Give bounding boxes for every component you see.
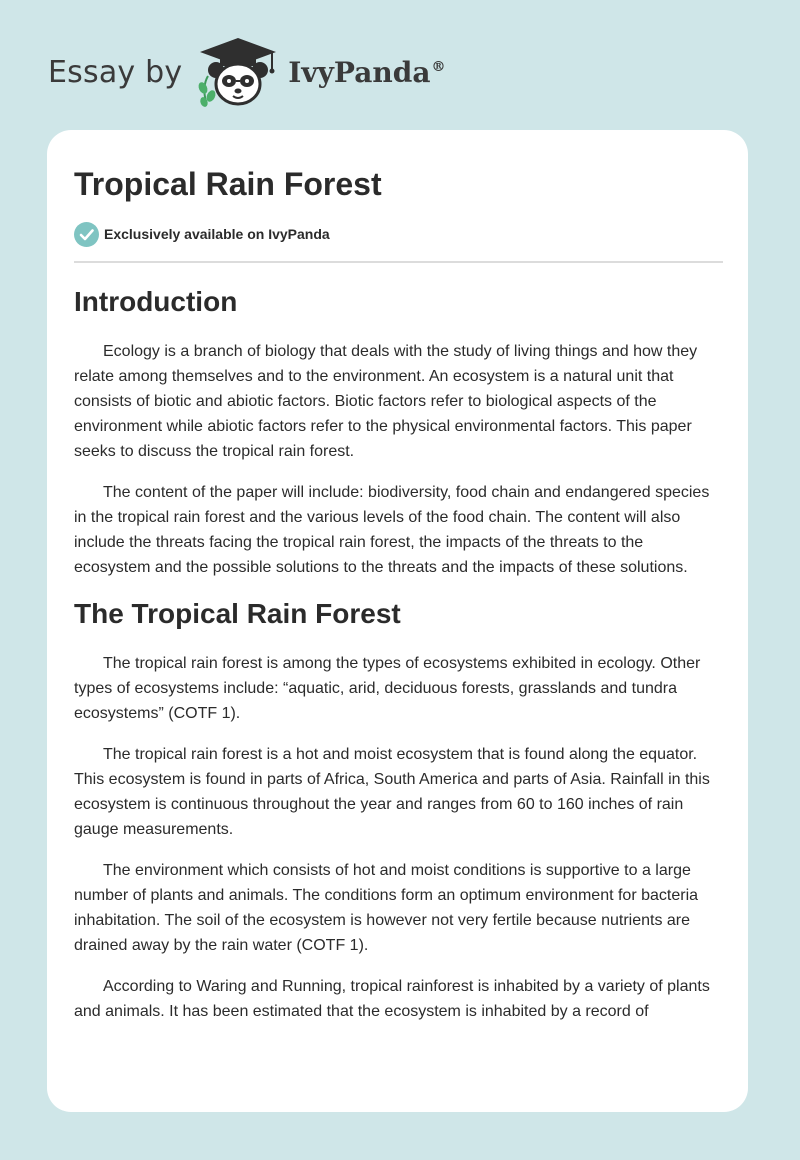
registered-mark: ®: [431, 59, 446, 76]
brand-text: IvyPanda: [288, 55, 431, 89]
brand-name[interactable]: [288, 56, 445, 89]
divider: [74, 261, 723, 263]
section-heading-introduction: Introduction: [74, 286, 238, 317]
paragraph: The environment which consists of hot and moist conditions is supportive to a large number of plants and animals. The conditions form an optimum environment for bacteria inhabitation. The soil of the ecosystem is however not very fertile because nutrients are drained away by the rain water (COTF 1).: [74, 862, 699, 954]
paragraph: The tropical rain forest is among the types of ecosystems exhibited in ecology. Other types of ecosystems include: “aquatic, arid, deciduous forests, grasslands and tundra ecosystems” (COTF 1).: [74, 655, 701, 722]
check-badge-icon: [74, 222, 99, 247]
ivypanda-logo-icon[interactable]: [192, 36, 284, 108]
paragraph: According to Waring and Running, tropical rainforest is inhabited by a variety of plants and animals. It has been estimated that the ecosystem is inhabited by a record of: [74, 978, 710, 1020]
paragraph: The tropical rain forest is a hot and moist ecosystem that is found along the equator. This ecosystem is found in parts of Africa, South America and parts of Asia. Rainfall in this ecosystem is continuous throughout the year and ranges from 60 to 160 inches of rain gauge measurements.: [74, 746, 710, 838]
site-header: [48, 36, 445, 108]
paragraph: The content of the paper will include: biodiversity, food chain and endangered species in the tropical rain forest and the various levels of the food chain. The content will also include the threats facing the tropical rain forest, the impacts of the threats to the ecosystem and the possible solutions to the threats and the impacts of these solutions.: [74, 484, 710, 576]
section-heading-tropical-rain-forest: The Tropical Rain Forest: [74, 598, 401, 629]
essay-by-label: Essay by: [48, 54, 183, 90]
essay-card: [47, 130, 748, 1112]
exclusive-badge-label: Exclusively available on IvyPanda: [104, 226, 330, 242]
paragraph: Ecology is a branch of biology that deals with the study of living things and how they relate among themselves and to the environment. An ecosystem is a natural unit that consists of biotic and abiotic factors. Biotic factors refer to biological aspects of the environment while abiotic factors refer to the physical environmental factors. This paper seeks to discuss the tropical rain forest.: [74, 343, 698, 460]
page-title: Tropical Rain Forest: [74, 166, 382, 202]
essay-content: [74, 163, 723, 1024]
exclusive-badge: [74, 221, 723, 247]
